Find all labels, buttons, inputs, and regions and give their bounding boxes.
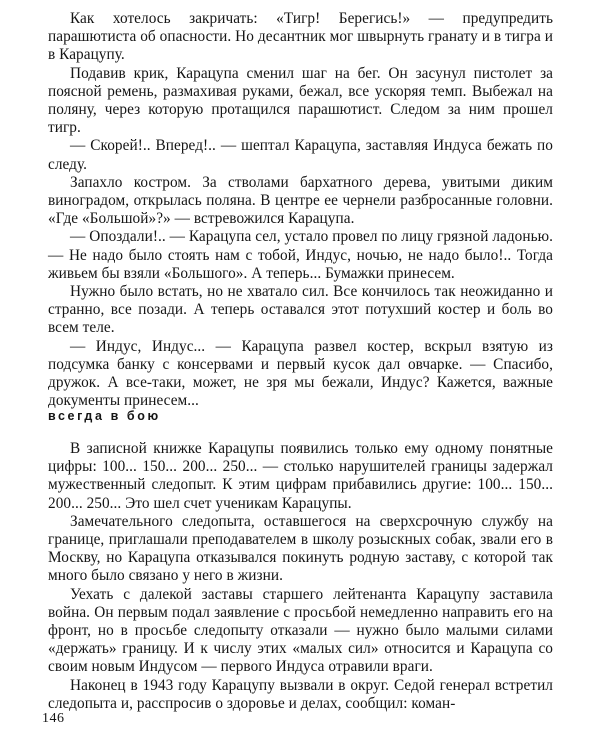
page-number: 146 bbox=[42, 711, 65, 726]
paragraph: — Скорей!.. Вперед!.. — шептал Карацупа, заставляя Индуса бежать по следу. bbox=[48, 137, 553, 173]
paragraph: Подавив крик, Карацупа сменил шаг на бег. Он засунул пистолет за поясной ремень, размахивая руками, бежал, все ускоряя темп. Выбежал на поляну, через которую протащился парашютист. Следом за ним прошел тигр. bbox=[48, 64, 553, 137]
paragraph: Наконец в 1943 году Карацупу вызвали в округ. Седой генерал встретил следопыта и, расспросив о здоровье и делах, сообщил: коман- bbox=[48, 676, 553, 712]
paragraph: Запахло костром. За стволами бархатного дерева, увитыми диким виноградом, открылась поляна. В центре ее чернели разбросанные головни. «Где «Большой»?» — встревожился Карацупа. bbox=[48, 173, 553, 228]
text-block-bottom bbox=[48, 440, 553, 713]
paragraph: В записной книжке Карацупы появились только ему одному понятные цифры: 100... 150... 200... 250... — столько нарушителей границы задержал мужественный следопыт. К этим цифрам прибавились другие: 100... 150... 200... 250... Это шел счет ученикам Карацупы. bbox=[48, 440, 553, 512]
text-block-top bbox=[48, 10, 553, 410]
paragraph: Замечательного следопыта, оставшегося на сверхсрочную службу на границе, приглашали преподавателем в школу розыскных собак, звали его в Москву, но Карацупа отказывался покинуть родную заставу, с которой так много было связано у него в жизни. bbox=[48, 512, 553, 585]
paragraph: — Опоздали!.. — Карацупа сел, устало провел по лицу грязной ладонью. — Не надо было стоять нам с тобой, Индус, ночью, не надо было!.. Тогда живьем бы взяли «Большого». А теперь... Бумажки принесем. bbox=[48, 228, 553, 282]
paragraph: Нужно было встать, но не хватало сил. Все кончилось так неожиданно и странно, все позади. А теперь оставался этот потухший костер и боль во всем теле. bbox=[48, 283, 553, 337]
paragraph: — Индус, Индус... — Карацупа развел костер, вскрыл взятую из подсумка банку с консервами и первый кусок дал овчарке. — Спасибо, дружок. А все-таки, может, не зря мы бежали, Индус? Кажется, важные документы принесем... bbox=[48, 337, 553, 410]
section-heading: всегда в бою bbox=[48, 409, 161, 423]
paragraph: Как хотелось закричать: «Тигр! Берегись!» — предупредить парашютиста об опасности. Но десантник мог швырнуть гранату и в тигра и в Карацупу. bbox=[48, 10, 553, 64]
paragraph: Уехать с далекой заставы старшего лейтенанта Карацупу заставила война. Он первым подал заявление с просьбой немедленно направить его на фронт, но в просьбе следопыту отказали — нужно было малыми силами «держать» границу. И к числу этих «малых сил» относится и Карацупа со своим новым Индусом — первого Индуса отравили враги. bbox=[48, 585, 553, 676]
